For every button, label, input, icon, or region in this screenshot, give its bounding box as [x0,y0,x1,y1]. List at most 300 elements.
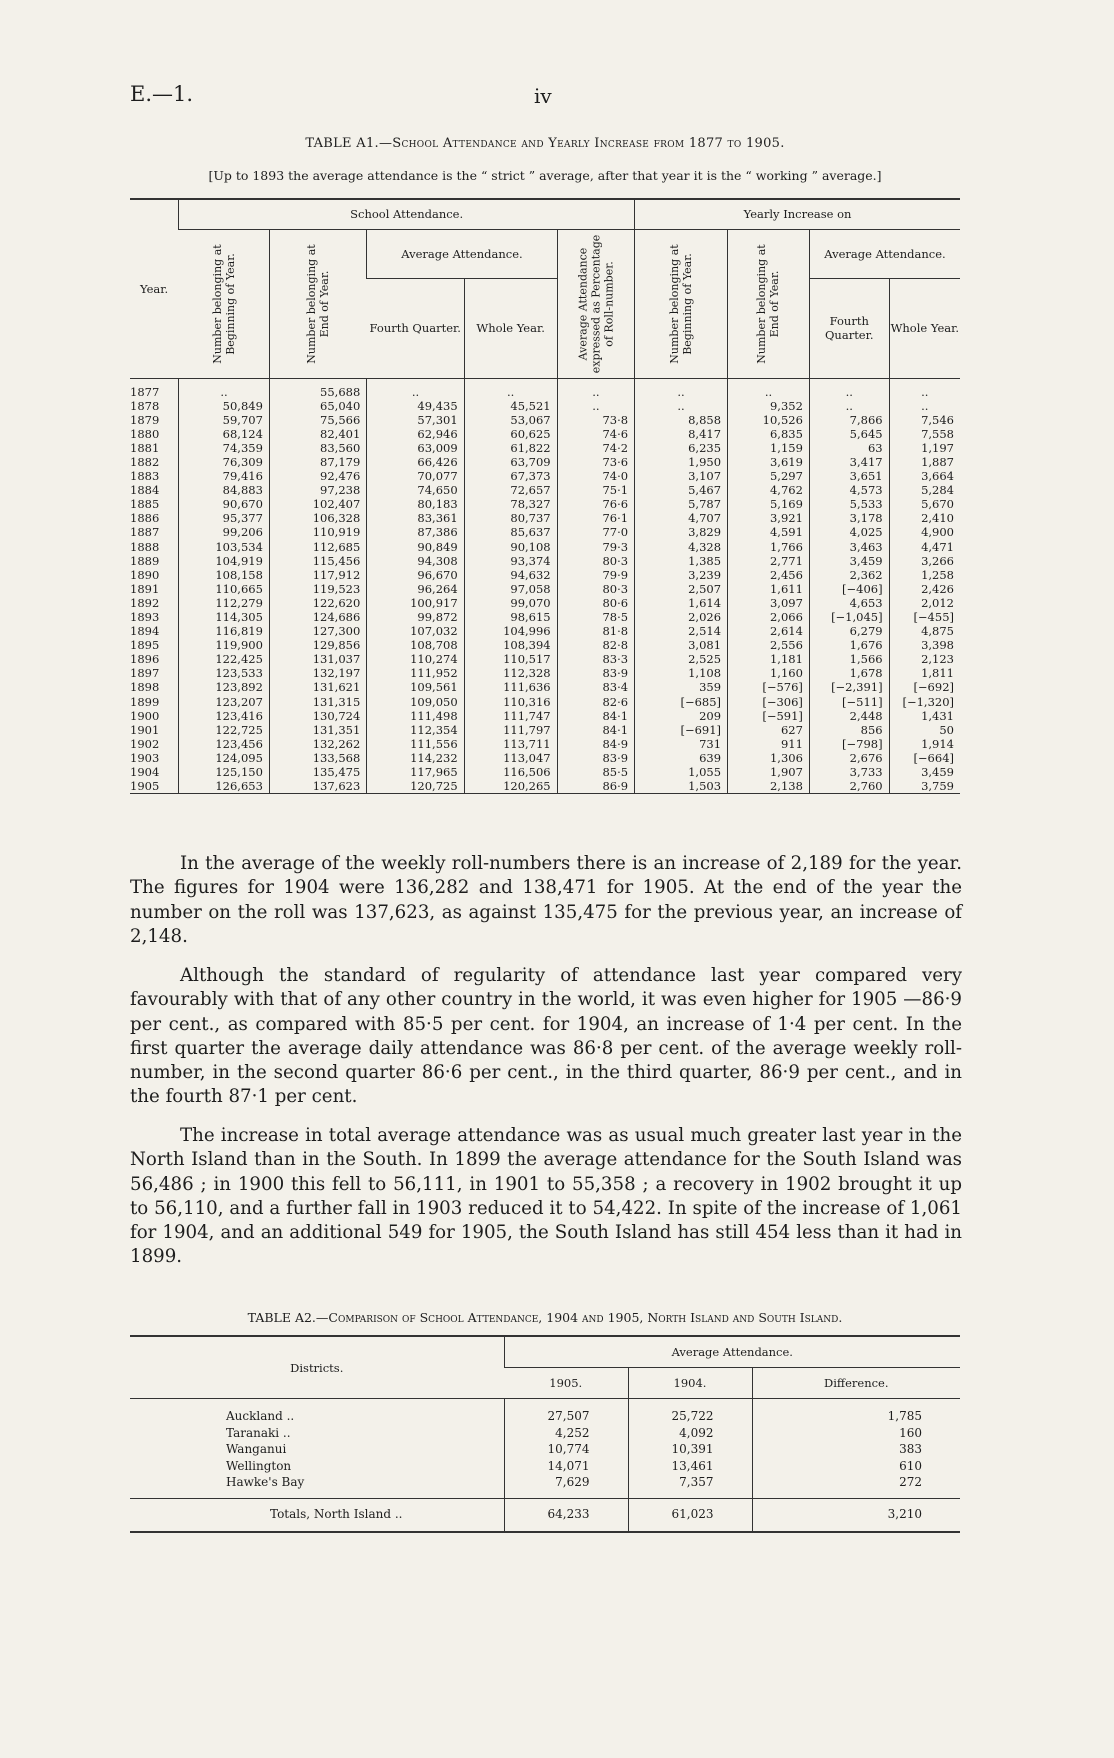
district-row [130,1474,960,1498]
table-cell: 3,417 [809,455,889,469]
table-cell: 74,650 [367,483,464,497]
table-cell: 82,401 [269,427,366,441]
table-cell: [−406] [809,582,889,596]
table-row [130,638,960,652]
table-cell: 2,362 [809,568,889,582]
table-cell: 79·9 [557,568,634,582]
table-cell: 5,670 [889,497,960,511]
totals-label: Totals, North Island .. [130,1498,504,1532]
col-end-header: Number belonging at End of Year. [269,229,366,378]
table-cell: 5,284 [889,483,960,497]
table-cell: [−685] [635,695,728,709]
table-row [130,680,960,694]
table-row [130,540,960,554]
group-school-attendance: School Attendance. [179,199,635,229]
table-cell: 137,623 [269,779,366,794]
year-cell: 1892 [130,595,160,610]
table-cell: 131,315 [269,695,366,709]
table-cell: 1,907 [728,765,810,779]
table-cell: 57,301 [367,413,464,427]
table-cell: 5,645 [809,427,889,441]
col-inc-end-header: Number belonging at End of Year. [728,229,810,378]
table-cell: 92,476 [269,469,366,483]
table-cell: 74·6 [557,427,634,441]
table-row [130,378,960,399]
table-cell: 4,762 [728,483,810,497]
table-cell: 125,150 [179,765,270,779]
table-cell: 116,506 [464,765,557,779]
table-cell: 109,050 [367,695,464,709]
table-cell: .. [557,399,634,413]
table-cell: 4,653 [809,596,889,610]
table-cell: 1,055 [635,765,728,779]
table-cell: 111,556 [367,737,464,751]
table-cell: 112,328 [464,666,557,680]
table-cell: 132,262 [269,737,366,751]
table-cell: 3,239 [635,568,728,582]
year-cell: 1905 [130,779,179,794]
table-cell: 55,688 [269,378,366,399]
col-begin-header: Number belonging at Beginning of Year. [179,229,270,378]
table-cell: 131,621 [269,680,366,694]
table-cell: 70,077 [367,469,464,483]
table-cell: 3,664 [889,469,960,483]
table-cell: 123,456 [179,737,270,751]
table-cell: 1,950 [635,455,728,469]
table-cell: 1,678 [809,666,889,680]
table-cell: 97,058 [464,582,557,596]
table-row [130,652,960,666]
table-cell: 123,892 [179,680,270,694]
table-cell: [−2,391] [809,680,889,694]
table-cell: .. [809,378,889,399]
table-cell: [−455] [889,610,960,624]
table-cell: .. [635,399,728,413]
table-cell: 4,252 [504,1425,628,1442]
table-cell: 130,724 [269,709,366,723]
table-cell: 74·2 [557,441,634,455]
table-cell: 4,707 [635,511,728,525]
table-cell: 1,566 [809,652,889,666]
table-cell: 6,835 [728,427,810,441]
table-cell: 2,556 [728,638,810,652]
table-a1 [130,198,960,794]
table-cell: 3,097 [728,596,810,610]
table-cell: 25,722 [628,1399,752,1425]
table-cell: 126,653 [179,779,270,794]
table-cell: 62,946 [367,427,464,441]
table-cell: 82·6 [557,695,634,709]
table-cell: .. [728,378,810,399]
table-cell: 3,829 [635,525,728,539]
table-row [130,737,960,751]
table-cell: 2,426 [889,582,960,596]
table-cell: 3,733 [809,765,889,779]
table-cell: 113,711 [464,737,557,751]
year-cell: 1896 [130,652,160,667]
district-row [130,1399,960,1425]
table-cell: 1,306 [728,751,810,765]
table-cell: 123,207 [179,695,270,709]
table-cell: 96,264 [367,582,464,596]
table-cell: 124,686 [269,610,366,624]
table-cell: 3,459 [809,554,889,568]
table-cell: 74,359 [179,441,270,455]
year-cell: 1880 [130,426,160,441]
table-cell: 10,391 [628,1441,752,1458]
table-cell: 65,040 [269,399,366,413]
table-cell: 1,385 [635,554,728,568]
table-cell: 3,266 [889,554,960,568]
year-cell: 1888 [130,539,160,554]
year-cell: 1886 [130,511,160,526]
table-cell: 124,095 [179,751,270,765]
table-cell: 84·1 [557,709,634,723]
table-row [130,709,960,723]
table-cell: 99,070 [464,596,557,610]
table-cell: 102,407 [269,497,366,511]
table-cell: 119,900 [179,638,270,652]
table-cell: 112,354 [367,723,464,737]
table-cell: 4,573 [809,483,889,497]
paragraph-1: In the average of the weekly roll-numbers there is an increase of 2,189 for the year. The figures for 1904 were 136,282 and 138,471 for 1905. At the end of the year the number on the roll was 137,623, as against 135,475 for the previous year, an increase of 2,148. [130,853,962,947]
table-cell: 4,875 [889,624,960,638]
table-cell: 61,023 [628,1498,752,1532]
table-cell: 76,309 [179,455,270,469]
table-cell: 127,300 [269,624,366,638]
report-code: E.—1. [130,82,194,106]
table-cell: 80·3 [557,582,634,596]
table-cell: 83·4 [557,680,634,694]
table-row [130,413,960,427]
year-cell: 1895 [130,638,160,653]
table-cell: 84·9 [557,737,634,751]
table-cell: 63,009 [367,441,464,455]
table-cell: 111,952 [367,666,464,680]
year-cell: 1878 [130,398,160,413]
table-cell: 90,849 [367,540,464,554]
table-cell: 112,279 [179,596,270,610]
table-cell: 110,665 [179,582,270,596]
table-cell: 117,912 [269,568,366,582]
table-a2-title-text: Comparison of School Attendance, 1904 and 1905, North Island and South Island. [328,1310,843,1325]
col-whole-header: Whole Year. [464,279,557,378]
table-cell: 82·8 [557,638,634,652]
table-cell: 96,670 [367,568,464,582]
year-cell: 1889 [130,553,160,568]
table-cell: 1,181 [728,652,810,666]
table-cell: 3,459 [889,765,960,779]
year-cell: 1893 [130,610,160,624]
table-cell: 97,238 [269,483,366,497]
table-cell: 114,305 [179,610,270,624]
table-cell: 3,107 [635,469,728,483]
table-cell: 87,386 [367,525,464,539]
year-cell: 1898 [130,680,160,695]
col-inc-whole-header: Whole Year. [889,279,960,378]
table-cell: 61,822 [464,441,557,455]
table-a1-note: [Up to 1893 the average attendance is the “ strict ” average, after that year it is the “ working ” average.] [208,168,882,183]
table-cell: 73·6 [557,455,634,469]
year-cell: 1891 [130,581,160,596]
year-cell: 1890 [130,567,160,582]
district-name: Taranaki .. [226,1425,291,1440]
col-districts-header: Districts. [130,1336,504,1399]
table-cell: [−511] [809,695,889,709]
table-cell: 1,160 [728,666,810,680]
table-cell: 45,521 [464,399,557,413]
year-cell: 1879 [130,412,160,427]
table-cell: 116,819 [179,624,270,638]
paragraph-2: Although the standard of regularity of attendance last year compared very favourably with that of any other country in the world, it was even higher for 1905 —86·9 per cent., as compared with 85·5 per cent. for 1904, an increase of 1·4 per cent. In the first quarter the average daily attendance was 86·8 per cent. of the average weekly roll-number, in the second quarter 86·6 per cent., in the third quarter, 86·9 per cent., and in the fourth 87·1 per cent. [130,965,962,1108]
table-row [130,525,960,539]
table-row [130,751,960,765]
table-cell: 911 [728,737,810,751]
table-cell: 80,737 [464,511,557,525]
table-cell: 1,914 [889,737,960,751]
table-cell: 90,670 [179,497,270,511]
table-cell: 2,138 [728,779,810,794]
table-a1-title [130,136,960,151]
table-cell: 3,081 [635,638,728,652]
table-cell: 7,629 [504,1474,628,1498]
table-cell: 100,917 [367,596,464,610]
table-cell: 80,183 [367,497,464,511]
table-cell: 2,123 [889,652,960,666]
table-cell: 78,327 [464,497,557,511]
table-cell: 80·3 [557,554,634,568]
table-cell: 77·0 [557,525,634,539]
table-cell: 64,233 [504,1498,628,1532]
table-cell: 110,919 [269,525,366,539]
table-cell: 2,760 [809,779,889,794]
table-cell: 73·8 [557,413,634,427]
table-cell: 639 [635,751,728,765]
table-cell: 1,431 [889,709,960,723]
table-cell: .. [464,378,557,399]
year-cell: 1887 [130,525,160,540]
table-cell: 76·1 [557,511,634,525]
table-cell: 2,514 [635,624,728,638]
table-cell: 114,232 [367,751,464,765]
table-cell: 131,037 [269,652,366,666]
table-cell: 5,169 [728,497,810,511]
table-cell: 111,498 [367,709,464,723]
table-cell: 135,475 [269,765,366,779]
table-cell: 108,158 [179,568,270,582]
table-cell: 3,210 [752,1498,960,1532]
table-a2-body [130,1399,960,1532]
table-cell: 110,517 [464,652,557,666]
table-a2 [130,1335,960,1533]
table-cell: 87,179 [269,455,366,469]
col-inc-begin-header: Number belonging at Beginning of Year. [635,229,728,378]
table-cell: 209 [635,709,728,723]
table-row [130,568,960,582]
table-cell: 5,533 [809,497,889,511]
table-cell: 123,416 [179,709,270,723]
table-cell: 6,279 [809,624,889,638]
table-cell: 120,725 [367,779,464,794]
paragraph-3: The increase in total average attendance was as usual much greater last year in the North Island than in the South. In 1899 the average attendance for the South Island was 56,486 ; in 1900 this fell to 56,111, in 1901 to 55,358 ; a recovery in 1902 brought it up to 56,110, and a further fall in 1903 reduced it to 54,422. In spite of the increase of 1,061 for 1904, and an additional 549 for 1905, the South Island has still 454 less than it had in 1899. [130,1125,962,1268]
table-cell: 83,560 [269,441,366,455]
table-row [130,765,960,779]
year-cell: 1894 [130,624,160,639]
year-cell: 1884 [130,483,160,498]
table-cell: 109,561 [367,680,464,694]
table-cell: 1,811 [889,666,960,680]
table-cell: 1,197 [889,441,960,455]
table-row [130,666,960,680]
table-cell: 104,919 [179,554,270,568]
table-cell: [−1,320] [889,695,960,709]
table-cell: 108,708 [367,638,464,652]
table-cell: 13,461 [628,1458,752,1475]
table-cell: 83·9 [557,751,634,765]
table-cell: 132,197 [269,666,366,680]
district-name: Hawke's Bay [226,1475,305,1489]
group-inc-average-attendance: Average Attendance. [809,229,960,279]
year-cell: 1904 [130,765,160,780]
table-cell: 383 [752,1441,960,1458]
table-a1-title-prefix: TABLE A1.— [305,136,393,151]
table-cell: 4,092 [628,1425,752,1442]
table-cell: 627 [728,723,810,737]
table-cell: 113,047 [464,751,557,765]
table-cell: 9,352 [728,399,810,413]
district-name: Wellington [226,1458,292,1473]
year-cell: 1901 [130,722,160,737]
table-cell: 133,568 [269,751,366,765]
table-cell: 7,546 [889,413,960,427]
table-cell: 2,066 [728,610,810,624]
group-yearly-increase: Yearly Increase on [635,199,960,229]
table-row [130,582,960,596]
district-name: Auckland .. [226,1409,295,1423]
table-cell: 7,866 [809,413,889,427]
table-cell: 75,566 [269,413,366,427]
year-cell: 1903 [130,750,160,765]
year-cell: 1881 [130,440,160,455]
district-row [130,1458,960,1475]
table-cell: 5,467 [635,483,728,497]
table-cell: 1,611 [728,582,810,596]
table-cell: 83·9 [557,666,634,680]
table-cell: [−664] [889,751,960,765]
col-inc-fourth-header: Fourth Quarter. [809,279,889,378]
year-cell: 1882 [130,454,160,469]
table-cell: 5,297 [728,469,810,483]
table-row [130,596,960,610]
group-average-attendance: Average Attendance. [367,229,557,279]
table-cell: 4,025 [809,525,889,539]
year-cell: 1877 [130,384,160,399]
district-row [130,1441,960,1458]
table-cell: 78·5 [557,610,634,624]
table-cell: 2,771 [728,554,810,568]
table-cell: 112,685 [269,540,366,554]
table-cell: 731 [635,737,728,751]
table-cell: 14,071 [504,1458,628,1475]
table-cell: 1,614 [635,596,728,610]
table-cell: 63 [809,441,889,455]
table-cell: 83,361 [367,511,464,525]
table-cell: 60,625 [464,427,557,441]
table-row [130,695,960,709]
table-cell: 7,558 [889,427,960,441]
table-cell: 856 [809,723,889,737]
table-cell: 84,883 [179,483,270,497]
table-a1-body [130,378,960,794]
table-cell: 94,308 [367,554,464,568]
col-1905-header: 1905. [504,1368,628,1399]
table-cell: 4,328 [635,540,728,554]
table-a2-title-prefix: TABLE A2.— [247,1310,329,1325]
table-cell: [−692] [889,680,960,694]
table-cell: 59,707 [179,413,270,427]
table-cell: 1,887 [889,455,960,469]
col-1904-header: 1904. [628,1368,752,1399]
table-cell: 111,797 [464,723,557,737]
table-cell: 2,410 [889,511,960,525]
table-cell: 10,526 [728,413,810,427]
table-cell: [−798] [809,737,889,751]
table-cell: 99,206 [179,525,270,539]
table-cell: 122,725 [179,723,270,737]
table-cell: 2,448 [809,709,889,723]
table-cell: 8,417 [635,427,728,441]
table-cell: 3,759 [889,779,960,794]
table-cell: 1,258 [889,568,960,582]
table-cell: [−591] [728,709,810,723]
page-number: iv [534,84,552,108]
table-row [130,723,960,737]
table-cell: [−1,045] [809,610,889,624]
table-row [130,469,960,483]
table-cell: 53,067 [464,413,557,427]
table-row [130,441,960,455]
table-row [130,779,960,794]
table-cell: 8,858 [635,413,728,427]
table-cell: [−306] [728,695,810,709]
table-cell: 81·8 [557,624,634,638]
col-fourth-header: Fourth Quarter. [367,279,464,378]
table-cell: 3,619 [728,455,810,469]
table-cell: 85,637 [464,525,557,539]
table-cell: 86·9 [557,779,634,794]
table-cell: 7,357 [628,1474,752,1498]
table-cell: 107,032 [367,624,464,638]
table-cell: 2,012 [889,596,960,610]
table-cell: 3,463 [809,540,889,554]
table-cell: 104,996 [464,624,557,638]
table-cell: 75·1 [557,483,634,497]
table-cell: 2,026 [635,610,728,624]
table-cell: .. [179,378,270,399]
table-cell: 84·1 [557,723,634,737]
table-cell: .. [557,378,634,399]
totals-row [130,1498,960,1532]
table-cell: .. [367,378,464,399]
table-a2-title [130,1310,960,1325]
table-cell: 359 [635,680,728,694]
table-row [130,483,960,497]
table-cell: 272 [752,1474,960,1498]
table-row [130,455,960,469]
table-cell: 79·3 [557,540,634,554]
table-cell: 110,316 [464,695,557,709]
table-cell: 10,774 [504,1441,628,1458]
